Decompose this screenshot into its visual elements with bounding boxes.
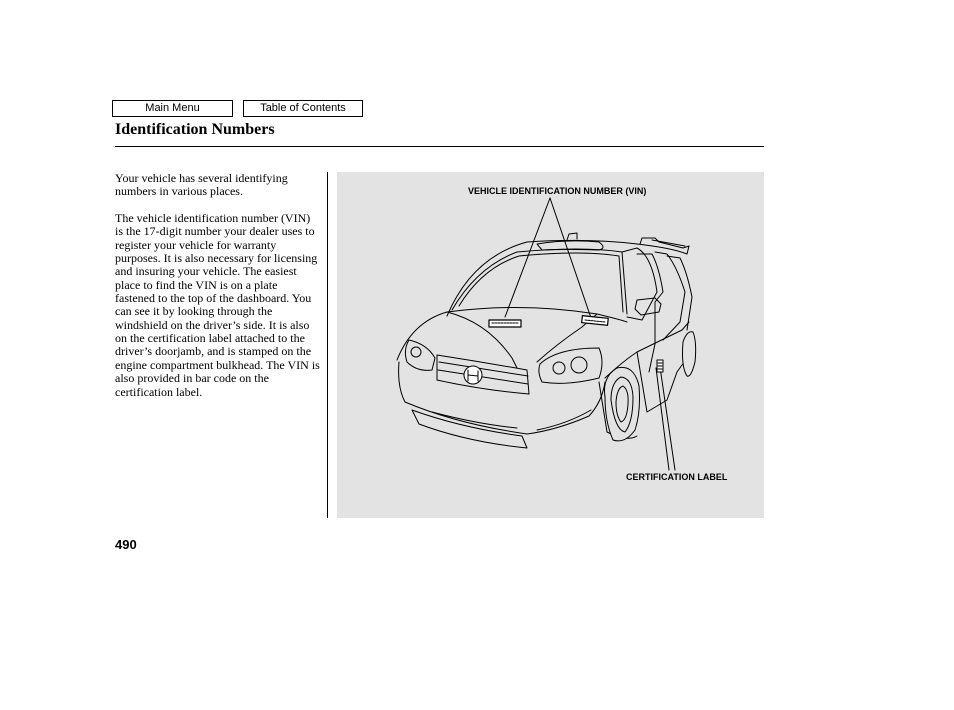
vin-leader-line — [550, 198, 591, 318]
vehicle-illustration — [337, 172, 764, 518]
title-divider — [115, 146, 764, 147]
minivan-illustration — [337, 172, 764, 518]
vin-leader-line — [505, 198, 550, 317]
vin-callout-label: VEHICLE IDENTIFICATION NUMBER (VIN) — [468, 186, 647, 196]
column-divider — [327, 172, 328, 518]
page-title: Identification Numbers — [115, 121, 275, 138]
table-of-contents-button[interactable]: Table of Contents — [243, 100, 363, 117]
body-text — [115, 172, 320, 412]
intro-paragraph: Your vehicle has several identifying numbers in various places. — [115, 171, 288, 199]
vin-paragraph: The vehicle identification number (VIN) is the 17-digit number your dealer uses to register your vehicle for warranty purposes. It is also necessary for licensing and insuring your vehicle. The easiest place to find the VIN is on a plate fastened to the top of the dashboard. You can see it by looking through the windshield on the driver’s side. It is also on the certification label attached to the driver’s doorjamb, and is stamped on the engine compartment bulkhead. The VIN is also provided in bar code on the certification label. — [115, 211, 320, 399]
page-number: 490 — [115, 537, 137, 552]
certification-callout-label: CERTIFICATION LABEL — [626, 472, 728, 482]
main-menu-button[interactable]: Main Menu — [112, 100, 233, 117]
